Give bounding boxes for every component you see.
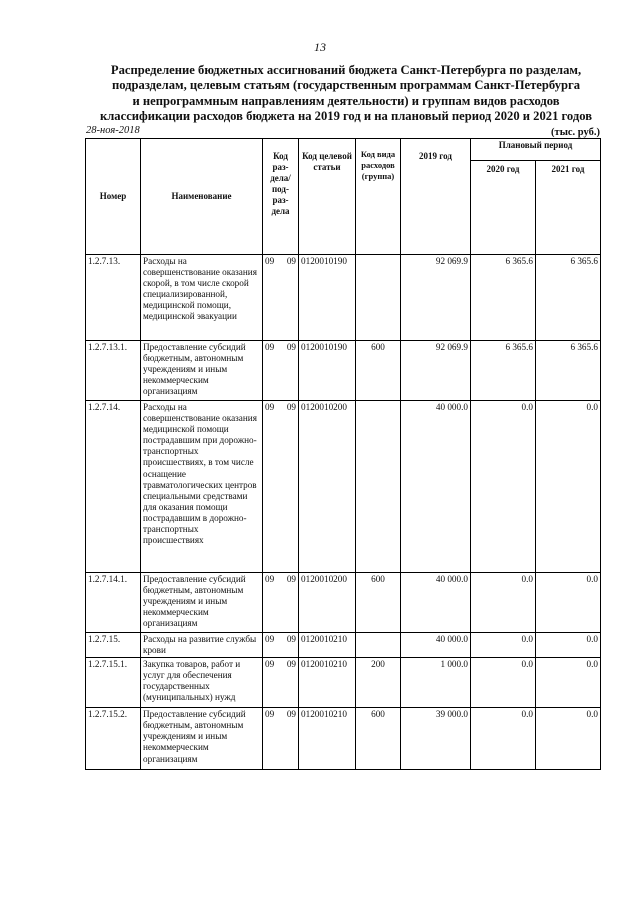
- cell-name: Предоставление субсидий бюджетным, автономным учреждениям и иным некоммерческим организациям: [141, 573, 263, 633]
- cell-2020: 6 365.6: [471, 341, 536, 401]
- header-name: Наименование: [141, 139, 263, 255]
- cell-2021: 0.0: [536, 401, 601, 573]
- cell-name: Расходы на совершенствование оказания скорой, в том числе скорой специализированной, медицинской помощи, медицинской эвакуации: [141, 255, 263, 341]
- cell-number: 1.2.7.15.1.: [86, 658, 141, 708]
- cell-number: 1.2.7.14.1.: [86, 573, 141, 633]
- cell-group: [356, 255, 401, 341]
- cell-number: 1.2.7.14.: [86, 401, 141, 573]
- cell-2021: 0.0: [536, 573, 601, 633]
- budget-table: [85, 138, 601, 770]
- cell-group: 200: [356, 658, 401, 708]
- cell-2019: 92 069.9: [401, 341, 471, 401]
- page-number: 13: [314, 40, 326, 54]
- document-title: [86, 63, 606, 125]
- title-line: подразделам, целевым статьям (государственным программам Санкт-Петербурга: [111, 78, 581, 93]
- cell-target: 0120010190: [299, 255, 356, 341]
- cell-podrazdel: 09: [286, 256, 296, 266]
- cell-2020: 6 365.6: [471, 255, 536, 341]
- table-row: [86, 255, 601, 341]
- cell-name: Предоставление субсидий бюджетным, автономным учреждениям и иным некоммерческим организациям: [141, 341, 263, 401]
- cell-2021: 6 365.6: [536, 341, 601, 401]
- cell-number: 1.2.7.13.: [86, 255, 141, 341]
- header-group: Код вида расходов (группа): [356, 139, 401, 255]
- cell-target: 0120010210: [299, 633, 356, 658]
- cell-2020: 0.0: [471, 401, 536, 573]
- cell-2019: 1 000.0: [401, 658, 471, 708]
- cell-2021: 0.0: [536, 658, 601, 708]
- cell-2020: 0.0: [471, 658, 536, 708]
- cell-2019: 40 000.0: [401, 401, 471, 573]
- cell-podrazdel: 09: [286, 659, 296, 670]
- cell-podrazdel: 09: [286, 574, 296, 584]
- header-planned: Плановый период: [471, 139, 601, 161]
- cell-2021: 6 365.6: [536, 255, 601, 341]
- cell-2020: 0.0: [471, 573, 536, 633]
- cell-number: 1.2.7.15.2.: [86, 708, 141, 770]
- cell-section: [263, 573, 299, 633]
- cell-target: 0120010210: [299, 658, 356, 708]
- title-line: Распределение бюджетных ассигнований бюджета Санкт-Петербурга по разделам,: [110, 63, 582, 77]
- table-row: [86, 341, 601, 401]
- cell-podrazdel: 09: [286, 634, 296, 644]
- header-section: Код раз-дела/ под-раз-дела: [263, 139, 299, 255]
- cell-section: [263, 401, 299, 573]
- cell-2019: 39 000.0: [401, 708, 471, 770]
- cell-section: [263, 255, 299, 341]
- cell-razdel: 09: [265, 659, 275, 670]
- header-2020: 2020 год: [471, 161, 536, 255]
- table-row: [86, 708, 601, 770]
- header-2019: 2019 год: [401, 139, 471, 255]
- cell-group: [356, 401, 401, 573]
- cell-2020: 0.0: [471, 633, 536, 658]
- cell-target: 0120010200: [299, 401, 356, 573]
- table-row: [86, 658, 601, 708]
- cell-razdel: 09: [265, 342, 275, 352]
- cell-section: [263, 708, 299, 770]
- cell-podrazdel: 09: [286, 402, 296, 412]
- cell-2019: 40 000.0: [401, 633, 471, 658]
- cell-section: [263, 341, 299, 401]
- cell-group: [356, 633, 401, 658]
- cell-podrazdel: 09: [286, 709, 296, 720]
- header-number: Номер: [86, 139, 141, 255]
- cell-target: 0120010190: [299, 341, 356, 401]
- title-line: и непрограммным направлениям деятельности) и группам видов расходов: [132, 93, 560, 108]
- table-row: [86, 573, 601, 633]
- cell-target: 0120010210: [299, 708, 356, 770]
- cell-target: 0120010200: [299, 573, 356, 633]
- cell-razdel: 09: [265, 634, 275, 644]
- title-line: классификации расходов бюджета на 2019 год и на плановый период 2020 и 2021 годов: [99, 109, 593, 124]
- cell-2019: 92 069.9: [401, 255, 471, 341]
- cell-2019: 40 000.0: [401, 573, 471, 633]
- cell-group: 600: [356, 708, 401, 770]
- cell-razdel: 09: [265, 574, 275, 584]
- cell-podrazdel: 09: [286, 342, 296, 352]
- header-target: Код целевой статьи: [299, 139, 356, 255]
- cell-group: 600: [356, 573, 401, 633]
- cell-name: Расходы на развитие службы крови: [141, 633, 263, 658]
- cell-2021: 0.0: [536, 708, 601, 770]
- cell-name: Предоставление субсидий бюджетным, автономным учреждениям и иным некоммерческим организациям: [141, 708, 263, 770]
- cell-razdel: 09: [265, 256, 275, 266]
- header-2021: 2021 год: [536, 161, 601, 255]
- cell-section: [263, 633, 299, 658]
- table-row: [86, 401, 601, 573]
- cell-razdel: 09: [265, 402, 275, 412]
- cell-number: 1.2.7.13.1.: [86, 341, 141, 401]
- cell-2021: 0.0: [536, 633, 601, 658]
- document-date: 28-ноя-2018: [86, 125, 140, 136]
- cell-group: 600: [356, 341, 401, 401]
- cell-name: Расходы на совершенствование оказания медицинской помощи пострадавшим при дорожно-транспортных происшествиях, в том числе оснащение травматологических центров специальными средствами для оказания помощи пострадавшим в дорожно-транспортных происшествиях: [141, 401, 263, 573]
- units-label: (тыс. руб.): [551, 127, 600, 138]
- cell-razdel: 09: [265, 709, 275, 720]
- cell-section: [263, 658, 299, 708]
- table-row: [86, 633, 601, 658]
- cell-2020: 0.0: [471, 708, 536, 770]
- cell-name: Закупка товаров, работ и услуг для обеспечения государственных (муниципальных) нужд: [141, 658, 263, 708]
- cell-number: 1.2.7.15.: [86, 633, 141, 658]
